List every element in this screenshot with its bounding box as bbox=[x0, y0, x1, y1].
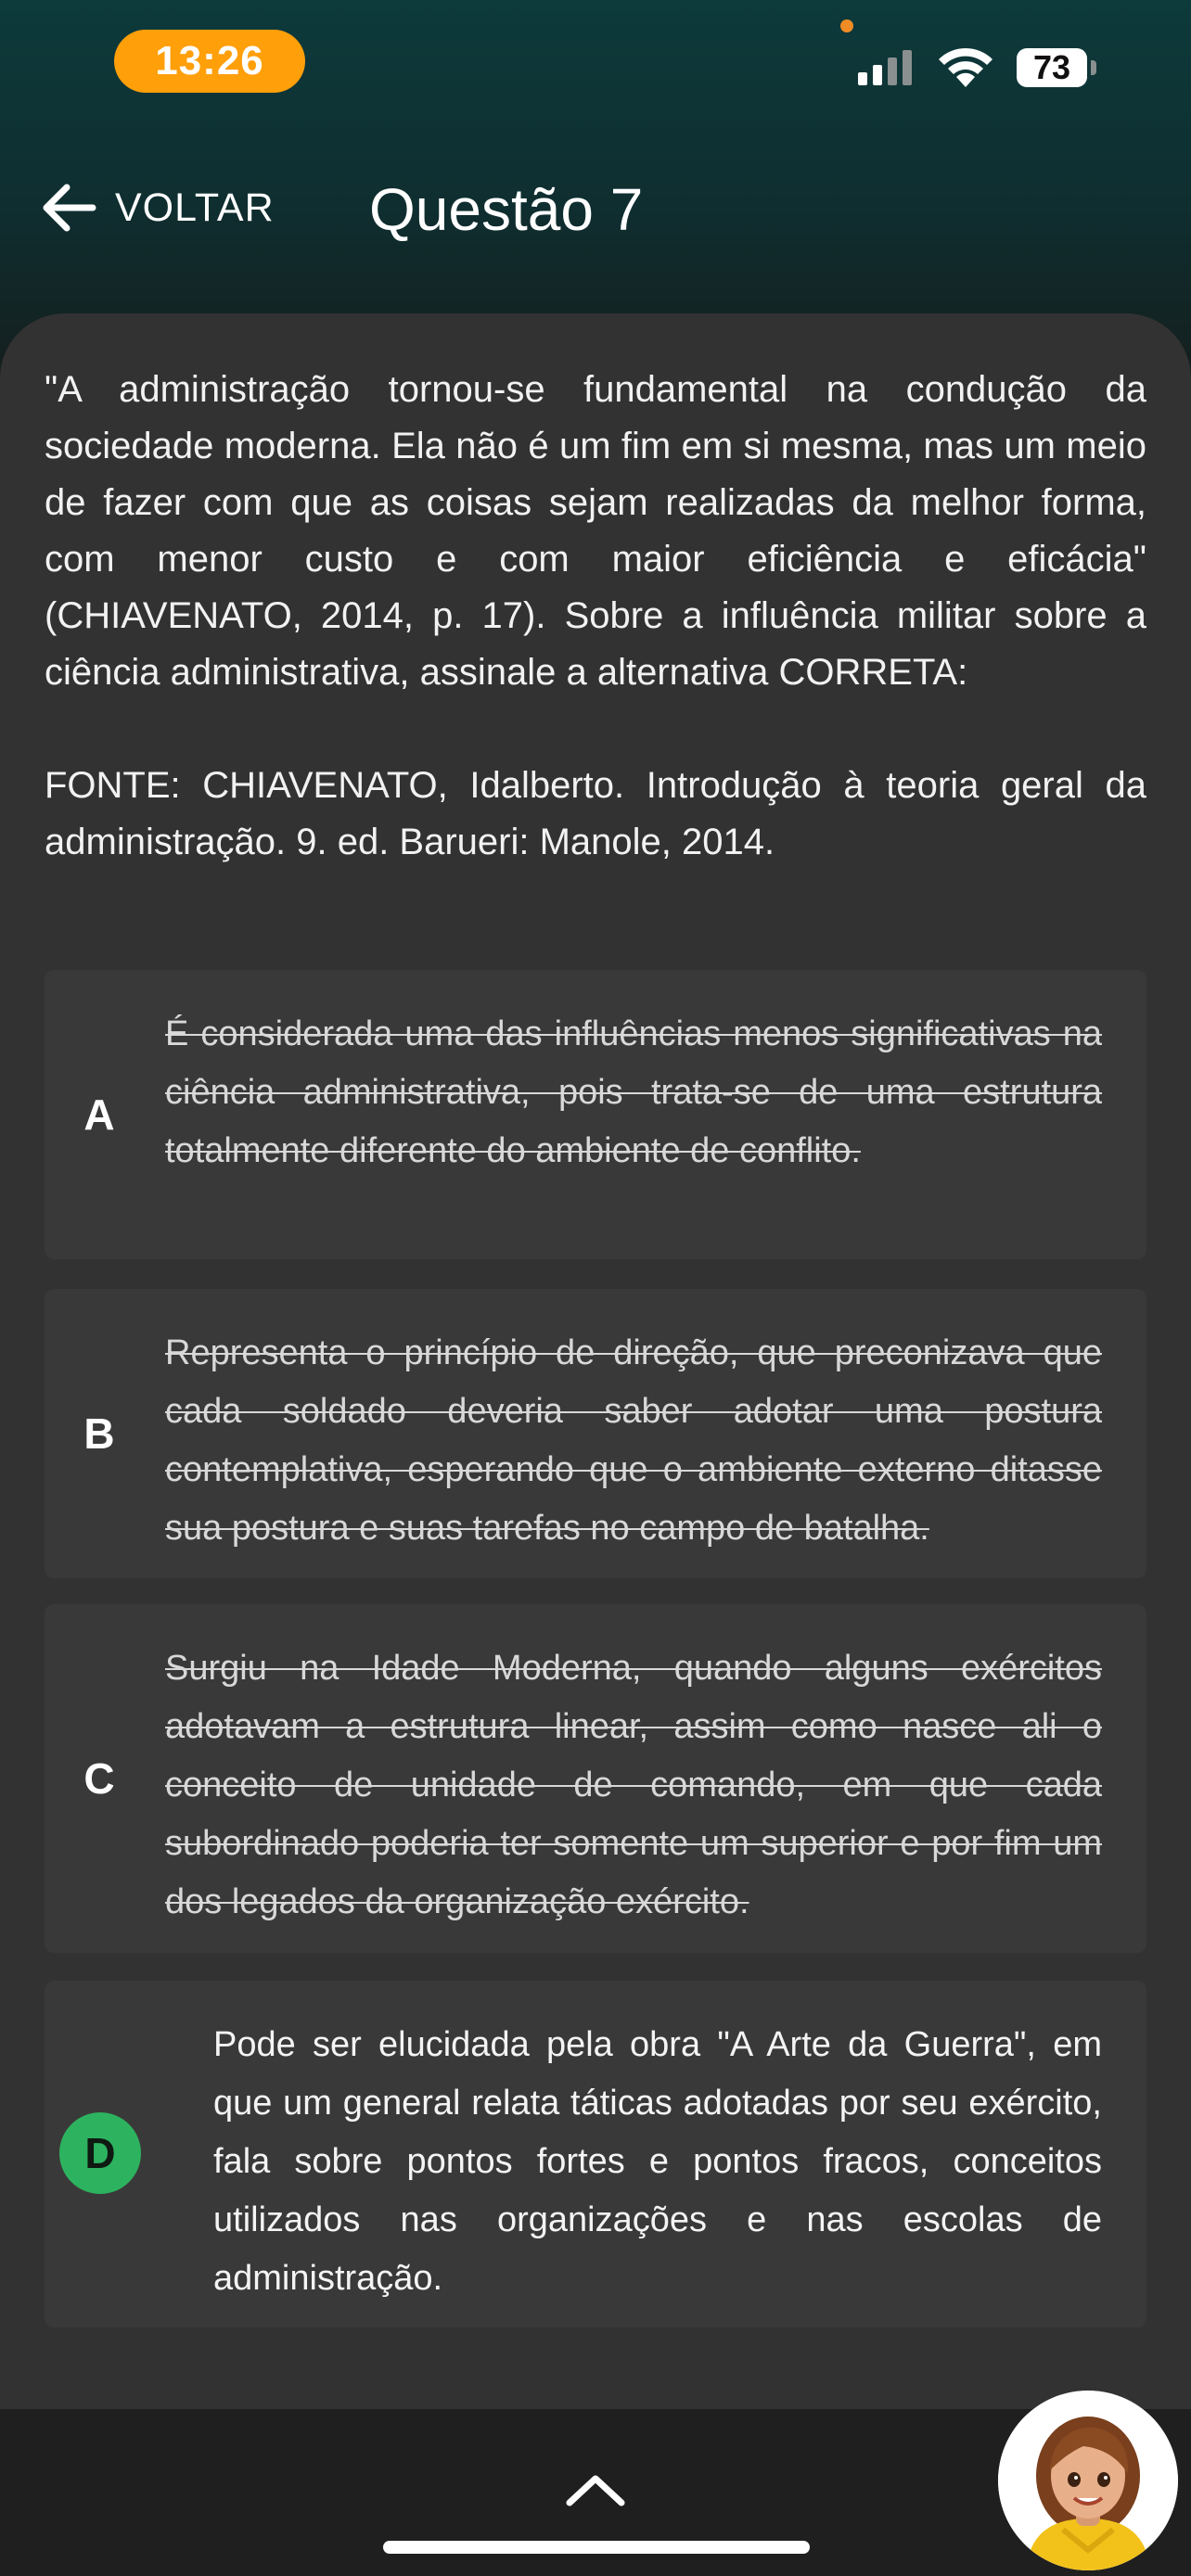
back-button[interactable] bbox=[41, 172, 275, 243]
privacy-indicator-dot bbox=[840, 19, 853, 32]
assistant-avatar-icon bbox=[998, 2391, 1178, 2570]
question-card bbox=[0, 313, 1191, 2409]
option-b[interactable] bbox=[45, 1289, 1146, 1578]
option-letter: C bbox=[83, 1754, 115, 1803]
arrow-left-icon bbox=[41, 182, 96, 234]
option-d[interactable] bbox=[45, 1981, 1146, 2327]
question-text: "A administração tornou-se fundamental na condução da sociedade moderna. Ela não é um fim em si mesma, mas um meio de fazer com que as coisas sejam realizadas da melhor forma, com menor custo e com maior eficiência e eficácia" (CHIAVENATO, 2014, p. 17). Sobre a influência militar sobre a ciência administrativa, assinale a alternativa CORRETA: FONTE: CHIAVENATO, Idalberto. Introdução à teoria geral da administração. 9. ed. Barueri: Manole, 2014. bbox=[45, 369, 1146, 862]
wifi-icon bbox=[937, 46, 994, 87]
option-a[interactable] bbox=[45, 970, 1146, 1259]
option-text: Representa o princípio de direção, que preconizava que cada soldado deveria saber adotar uma postura contemplativa, esperando que o ambiente externo ditasse sua postura e suas tarefas no campo de batalha. bbox=[165, 1333, 1102, 1548]
status-time: 13:26 bbox=[114, 30, 305, 93]
back-label: VOLTAR bbox=[115, 185, 275, 230]
option-letter: B bbox=[83, 1409, 115, 1458]
correct-answer-badge: D bbox=[59, 2112, 141, 2194]
option-letter: A bbox=[83, 1090, 115, 1139]
signal-icon bbox=[858, 50, 916, 85]
chevron-up-icon[interactable] bbox=[564, 2471, 627, 2508]
page-title: Questão 7 bbox=[369, 176, 644, 243]
assistant-avatar-button[interactable] bbox=[998, 2391, 1178, 2570]
battery-tip bbox=[1091, 60, 1096, 75]
home-indicator[interactable] bbox=[383, 2541, 810, 2554]
battery-icon: 73 bbox=[1017, 48, 1087, 87]
option-text: Surgiu na Idade Moderna, quando alguns exércitos adotavam a estrutura linear, assim como nasce ali o conceito de unidade de comando, em que cada subordinado poderia ter somente um superior e por fim um dos legados da organização exército. bbox=[165, 1649, 1102, 1921]
option-text: É considerada uma das influências menos significativas na ciência administrativa, pois trata-se de uma estrutura totalmente diferente do ambiente de conflito. bbox=[165, 1014, 1102, 1170]
option-text: Pode ser elucidada pela obra "A Arte da Guerra", em que um general relata táticas adotadas por seu exército, fala sobre pontos fortes e pontos fracos, conceitos utilizados nas organizações e nas escolas de administração. bbox=[213, 2025, 1102, 2298]
option-c[interactable] bbox=[45, 1604, 1146, 1953]
